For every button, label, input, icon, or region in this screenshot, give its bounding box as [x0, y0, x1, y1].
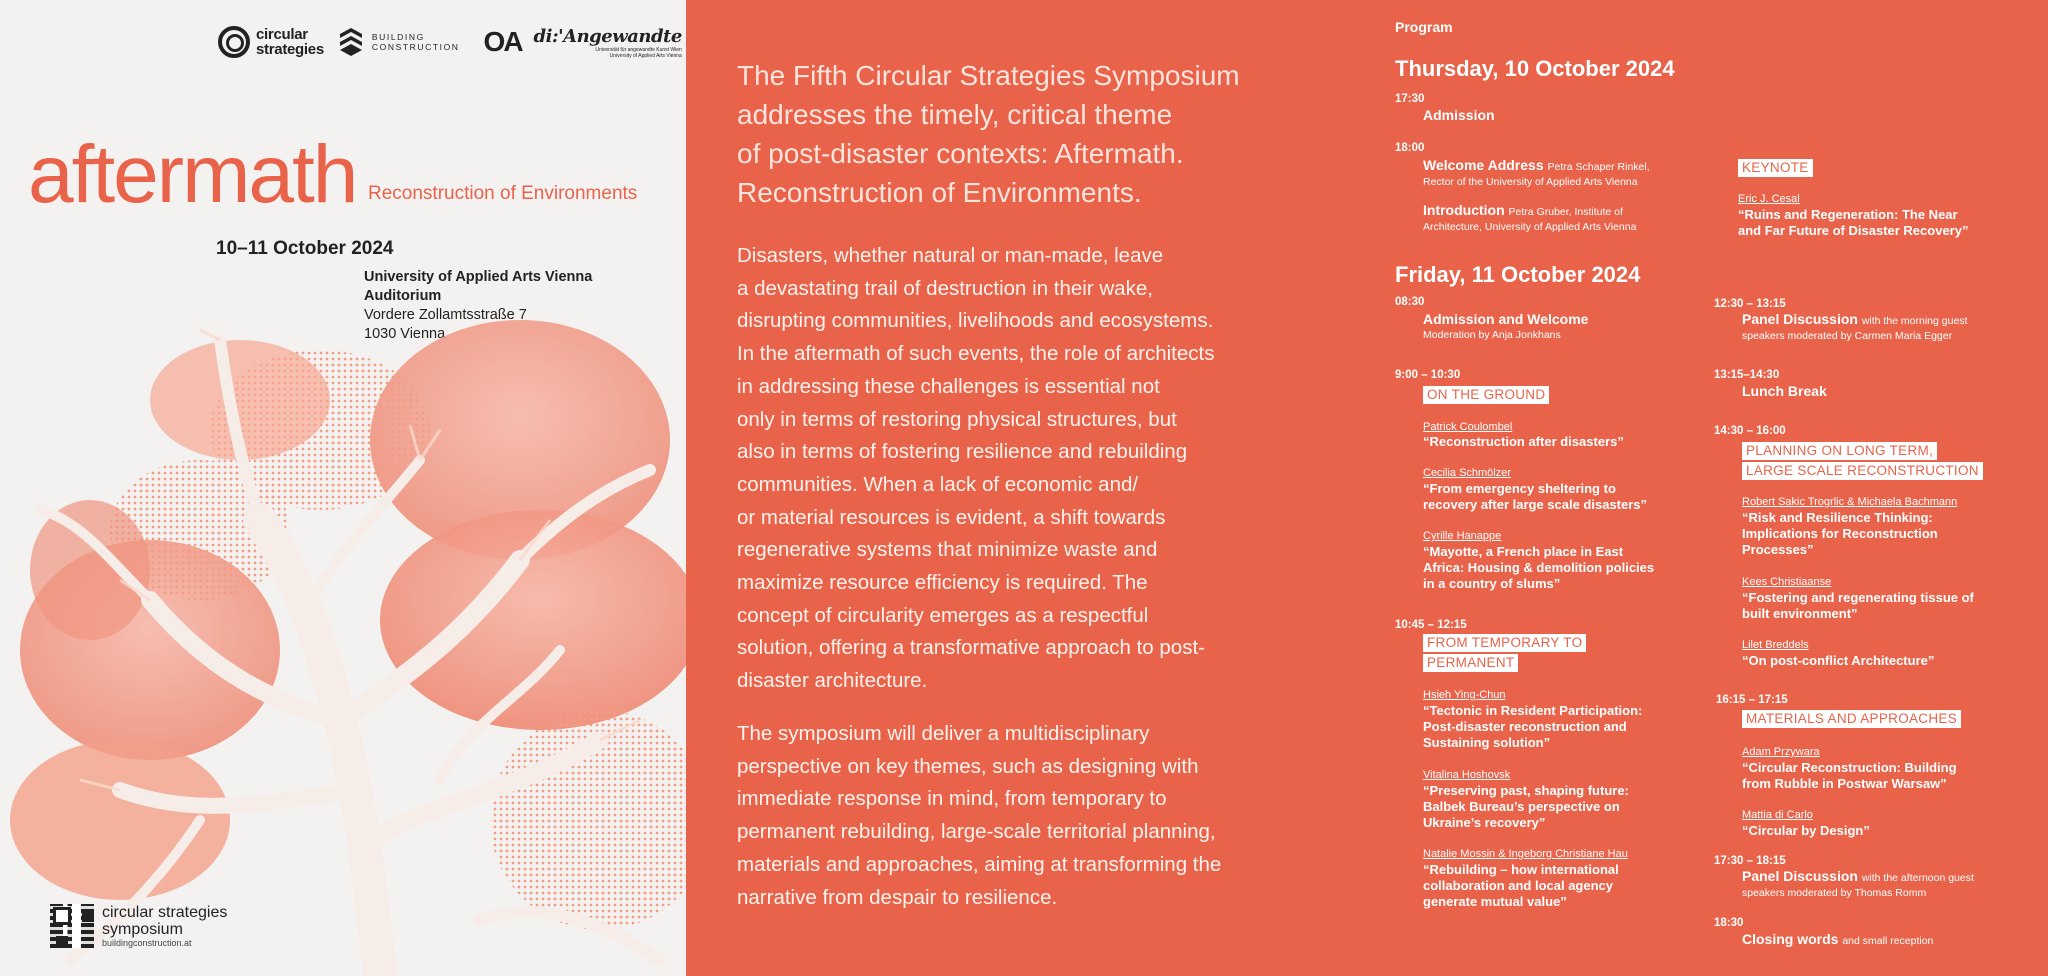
- talk-breddels: [1742, 653, 1934, 669]
- angewandte-wordmark: di:'Angewandte: [533, 25, 682, 47]
- poster-panel: [0, 0, 686, 976]
- building-construction-icon: [336, 24, 366, 60]
- p1-line: regenerative systems that minimize waste and: [737, 538, 1158, 562]
- talk-line: from Rubble in Postwar Warsaw”: [1742, 776, 1947, 791]
- panel-2-item: [1742, 868, 2032, 901]
- talk-line: Implications for Reconstruction: [1742, 526, 1938, 541]
- talk-di-carlo: [1742, 823, 1870, 839]
- angewandte-sub-2: University of Applied Arts Vienna: [609, 52, 682, 59]
- talk-line: “Fostering and regenerating tissue of: [1742, 590, 1974, 605]
- talk-line: “Ruins and Regeneration: The Near: [1738, 207, 1958, 222]
- panel-2-sub-2: speakers moderated by Thomas Romm: [1742, 887, 1927, 899]
- coral-illustration: [0, 320, 686, 976]
- talk-line: Ukraine’s recovery”: [1423, 815, 1546, 830]
- p1-line: In the aftermath of such events, the role of architects: [737, 342, 1215, 366]
- talk-line: generate mutual value”: [1423, 894, 1567, 909]
- p1-line: disaster architecture.: [737, 669, 928, 693]
- day-heading-thursday: Thursday, 10 October 2024: [1395, 56, 1675, 81]
- speaker-christiaanse: Kees Christiaanse: [1742, 576, 1832, 588]
- p1-line: solution, offering a transformative approach to post-: [737, 636, 1205, 660]
- talk-przywara: [1742, 760, 1957, 792]
- poster-dates: 10–11 October 2024: [216, 238, 394, 259]
- angewandte-sub-1: Universität für angewandte Kunst Wien: [595, 46, 682, 53]
- p2-line: narrative from despair to resilience.: [737, 885, 1058, 909]
- p1-line: a devastating trail of destruction in their wake,: [737, 276, 1153, 300]
- talk-line: collaboration and local agency: [1423, 878, 1613, 893]
- circular-logo-icon: [218, 26, 250, 58]
- keynote-block: [1738, 159, 1813, 177]
- panel-2-title: Panel Discussion: [1742, 868, 1858, 884]
- angewandte-logo: [534, 26, 682, 59]
- p1-line: or material resources is evident, a shift towards: [737, 505, 1166, 529]
- closing-item: [1742, 931, 1933, 949]
- body-paragraph-1: [737, 240, 1327, 698]
- p1-line: maximize resource efficiency is required. The: [737, 571, 1148, 595]
- moderation-line: Moderation by Anja Jonkhans: [1423, 329, 1561, 341]
- speaker-mossin-hau: Natalie Mossin & Ingeborg Christiane Hau: [1423, 848, 1628, 860]
- venue-line-3: Vordere Zollamtsstraße 7: [364, 307, 527, 323]
- p2-line: The symposium will deliver a multidisciplinary: [737, 722, 1150, 745]
- talk-line: in a country of slums”: [1423, 576, 1561, 591]
- time-1730: 17:30: [1395, 93, 1425, 105]
- tag-temporary-2: PERMANENT: [1423, 654, 1518, 672]
- talk-line: “Mayotte, a French place in East: [1423, 544, 1624, 559]
- panel-1-item: [1742, 311, 2022, 344]
- keynote-tag: KEYNOTE: [1738, 159, 1813, 177]
- speaker-di-carlo: Mattia di Carlo: [1742, 809, 1813, 821]
- program-label: Program: [1395, 19, 1453, 35]
- time-1045: 10:45 – 12:15: [1395, 619, 1467, 631]
- talk-mossin-hau: [1423, 862, 1619, 910]
- talk-line: “From emergency sheltering to: [1423, 481, 1616, 496]
- talk-line: Balbek Bureau’s perspective on: [1423, 799, 1620, 814]
- time-0830: 08:30: [1395, 296, 1425, 308]
- keynote-speaker: Eric J. Cesal: [1738, 193, 1800, 205]
- welcome-sub-1: Petra Schaper Rinkel,: [1547, 161, 1650, 173]
- panel-1-title: Panel Discussion: [1742, 311, 1858, 327]
- talk-line: “On post-conflict Architecture”: [1742, 653, 1935, 668]
- talk-line: Sustaining solution”: [1423, 735, 1551, 750]
- logo-cs-line1: circular: [256, 26, 308, 43]
- logo-bar: [218, 20, 682, 64]
- admission-welcome-item: Admission and Welcome: [1423, 311, 1589, 327]
- talk-hoshovsk: [1423, 783, 1629, 831]
- p2-line: immediate response in mind, from temporary to: [737, 787, 1167, 811]
- p1-line: disrupting communities, livelihoods and ecosystems.: [737, 309, 1214, 333]
- talk-christiaanse: [1742, 590, 1974, 622]
- tag-materials: MATERIALS AND APPROACHES: [1742, 710, 1961, 728]
- venue-line-1: University of Applied Arts Vienna: [364, 269, 593, 285]
- day-heading-friday: Friday, 11 October 2024: [1395, 262, 1641, 287]
- talk-line: and Far Future of Disaster Recovery”: [1738, 223, 1969, 238]
- talk-line: built environment”: [1742, 606, 1858, 621]
- welcome-title: Welcome Address: [1423, 157, 1544, 173]
- body-paragraph-2: [737, 718, 1327, 914]
- time-1830: 18:30: [1714, 917, 1744, 929]
- introduction-item: [1423, 202, 1723, 235]
- talk-line: “Circular Reconstruction: Building: [1742, 760, 1957, 775]
- p1-line: also in terms of fostering resilience and rebuilding: [737, 440, 1188, 464]
- talk-line: Processes”: [1742, 542, 1814, 557]
- time-1730-b: 17:30 – 18:15: [1714, 855, 1786, 867]
- time-0900: 9:00 – 10:30: [1395, 369, 1461, 381]
- time-1800: 18:00: [1395, 142, 1425, 154]
- intro-line: The Fifth Circular Strategies Symposium: [737, 60, 1240, 91]
- venue-line-2: Auditorium: [364, 288, 442, 304]
- tag-on-the-ground: ON THE GROUND: [1423, 386, 1549, 404]
- qr-title-2: symposium: [102, 921, 183, 938]
- venue-line-4: 1030 Vienna: [364, 326, 446, 342]
- time-1430: 14:30 – 16:00: [1714, 425, 1786, 437]
- talk-line: “Risk and Resilience Thinking:: [1742, 510, 1933, 525]
- welcome-sub-2: Rector of the University of Applied Arts Vienna: [1423, 176, 1638, 188]
- logo-bc-line2: CONSTRUCTION: [371, 42, 460, 52]
- p2-line: perspective on key themes, such as designing with: [737, 754, 1199, 778]
- logo-bc-line1: BUILDING: [371, 32, 425, 42]
- time-1315: 13:15–14:30: [1714, 369, 1780, 381]
- panel-2-sub-1: with the afternoon guest: [1861, 872, 1974, 884]
- logo-cs-line2: strategies: [256, 41, 324, 58]
- talk-line: Africa: Housing & demolition policies: [1423, 560, 1655, 575]
- keynote-talk: [1738, 207, 1968, 239]
- talk-hsieh: [1423, 703, 1642, 751]
- talk-line: Post-disaster reconstruction and: [1423, 719, 1627, 734]
- intro-heading: [737, 56, 1327, 212]
- introduction-sub-1: Petra Gruber, Institute of: [1508, 206, 1623, 218]
- talk-schmoelzer: [1423, 481, 1647, 513]
- intro-line: of post-disaster contexts: Aftermath.: [737, 138, 1184, 169]
- qr-url[interactable]: buildingconstruction.at: [102, 938, 192, 948]
- tag-temporary-1: FROM TEMPORARY TO: [1423, 634, 1586, 652]
- qr-block: [50, 904, 227, 948]
- speaker-hanappe: Cyrille Hanappe: [1423, 530, 1502, 542]
- time-1615: 16:15 – 17:15: [1716, 694, 1788, 706]
- poster-subtitle: Reconstruction of Environments: [368, 183, 638, 204]
- qr-title-1: circular strategies: [102, 904, 228, 921]
- closing-sub: and small reception: [1842, 935, 1934, 947]
- talk-line: “Preserving past, shaping future:: [1423, 783, 1629, 798]
- talk-line: “Circular by Design”: [1742, 823, 1870, 838]
- closing-title: Closing words: [1742, 931, 1839, 947]
- introduction-title: Introduction: [1423, 202, 1505, 218]
- introduction-sub-2: Architecture, University of Applied Arts Vienna: [1423, 221, 1637, 233]
- admission-item: Admission: [1423, 107, 1495, 123]
- p1-line: concept of circularity emerges as a respectful: [737, 603, 1149, 627]
- talk-line: recovery after large scale disasters”: [1423, 497, 1648, 512]
- circular-strategies-logo: [218, 26, 324, 58]
- qr-code-icon[interactable]: [50, 904, 94, 948]
- speaker-hsieh: Hsieh Ying-Chun: [1423, 689, 1506, 701]
- lunch-item: Lunch Break: [1742, 383, 1827, 399]
- poster-title: aftermath: [28, 129, 357, 220]
- tag-planning-1: PLANNING ON LONG TERM,: [1742, 442, 1937, 460]
- panel-1-sub-1: with the morning guest: [1861, 315, 1968, 327]
- talk-line: “Reconstruction after disasters”: [1423, 434, 1624, 449]
- talk-coulombel: [1423, 434, 1624, 450]
- talk-hanappe: [1423, 544, 1654, 592]
- talk-line: “Rebuilding – how international: [1423, 862, 1619, 877]
- speaker-breddels: Lilet Breddels: [1742, 639, 1809, 651]
- p1-line: in addressing these challenges is essential not: [737, 374, 1160, 398]
- p2-line: materials and approaches, aiming at transforming the: [737, 852, 1222, 876]
- intro-line: addresses the timely, critical theme: [737, 99, 1173, 130]
- speaker-przywara: Adam Przywara: [1742, 746, 1820, 758]
- p2-line: permanent rebuilding, large-scale territorial planning,: [737, 820, 1216, 844]
- intro-line: Reconstruction of Environments.: [737, 177, 1142, 208]
- welcome-item: [1423, 157, 1723, 190]
- tag-planning-2: LARGE SCALE RECONSTRUCTION: [1742, 462, 1983, 480]
- speaker-schmoelzer: Cecilia Schmölzer: [1423, 467, 1512, 479]
- speaker-coulombel: Patrick Coulombel: [1423, 421, 1513, 433]
- p1-line: communities. When a lack of economic and/: [737, 472, 1139, 496]
- p1-line: Disasters, whether natural or man-made, leave: [737, 244, 1164, 267]
- p1-line: only in terms of restoring physical structures, but: [737, 407, 1177, 431]
- building-construction-logo: [336, 24, 460, 60]
- panel-1-sub-2: speakers moderated by Carmen Maria Egger: [1742, 330, 1953, 342]
- speaker-hoshovsk: Vitalina Hoshovsk: [1423, 769, 1511, 781]
- time-1230: 12:30 – 13:15: [1714, 298, 1786, 310]
- oa-logo: OA: [483, 26, 522, 57]
- talk-trogrlic-bachmann: [1742, 510, 1938, 558]
- talk-line: “Tectonic in Resident Participation:: [1423, 703, 1643, 718]
- speaker-trogrlic-bachmann: Robert Sakic Trogrlic & Michaela Bachmann: [1742, 496, 1958, 508]
